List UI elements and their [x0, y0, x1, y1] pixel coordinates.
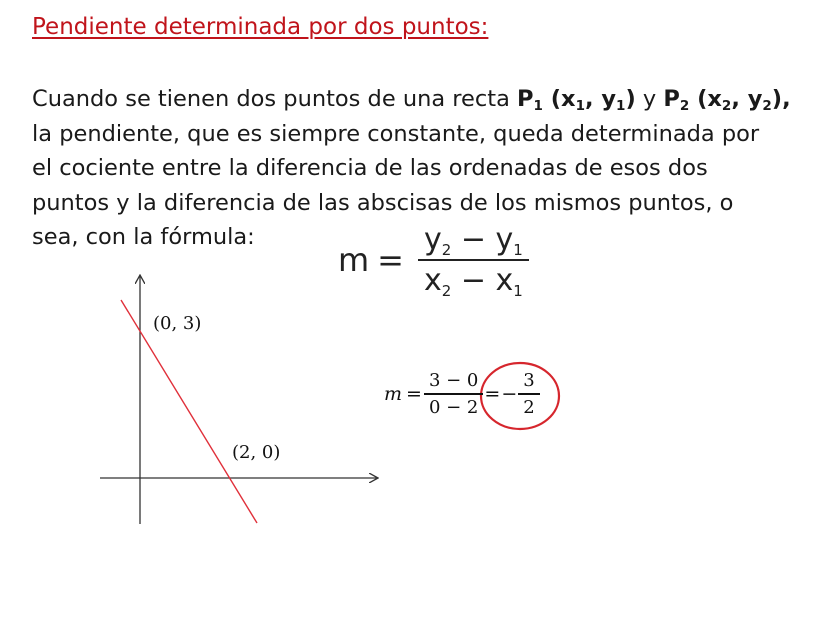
calc-numerator: 3 − 0: [428, 370, 479, 391]
result-numerator: 3: [523, 370, 535, 391]
formula-lhs: m: [338, 241, 370, 279]
calc-result: [518, 370, 539, 418]
slope-calculation: [384, 370, 540, 418]
result-denominator: 2: [523, 396, 535, 418]
paragraph-line-3: el cociente entre la diferencia de las ordenadas de esos dos: [32, 155, 708, 181]
page-title: Pendiente determinada por dos puntos:: [32, 14, 489, 40]
calc-fraction-bar: [424, 393, 483, 395]
paragraph-line-4: puntos y la diferencia de las abscisas de los mismos puntos, o: [32, 189, 734, 216]
result-fraction-bar: [518, 393, 539, 395]
paragraph-line-2: la pendiente, que es siempre constante, queda determinada por: [32, 120, 760, 147]
formula-numerator: $y_2 - y_1$: [423, 222, 523, 259]
calc-denominator: 0 − 2: [428, 396, 479, 418]
paragraph-line-1: Cuando se tienen dos puntos de una recta $P_1$ ($x_1$, $y_1$) y $P_2$ ($x_2$, $y_2$),: [32, 86, 791, 114]
calc-lhs: m: [384, 382, 403, 405]
calc-sign: −: [501, 382, 518, 405]
point-label-2-0: (2, 0): [232, 442, 281, 463]
point-label-0-3: (0, 3): [153, 313, 202, 334]
formula-denominator: $x_2 - x_1$: [423, 263, 523, 300]
point-p2: $P_2$ ($x_2$, $y_2$),: [663, 86, 791, 114]
calc-equals: =: [406, 382, 422, 405]
calc-equals-2: =: [484, 382, 501, 405]
paragraph-line-5: sea, con la fórmula:: [32, 224, 255, 250]
point-p1: $P_1$ ($x_1$, $y_1$): [517, 86, 636, 114]
calc-fraction: [424, 370, 483, 418]
formula-equals: =: [377, 241, 404, 279]
